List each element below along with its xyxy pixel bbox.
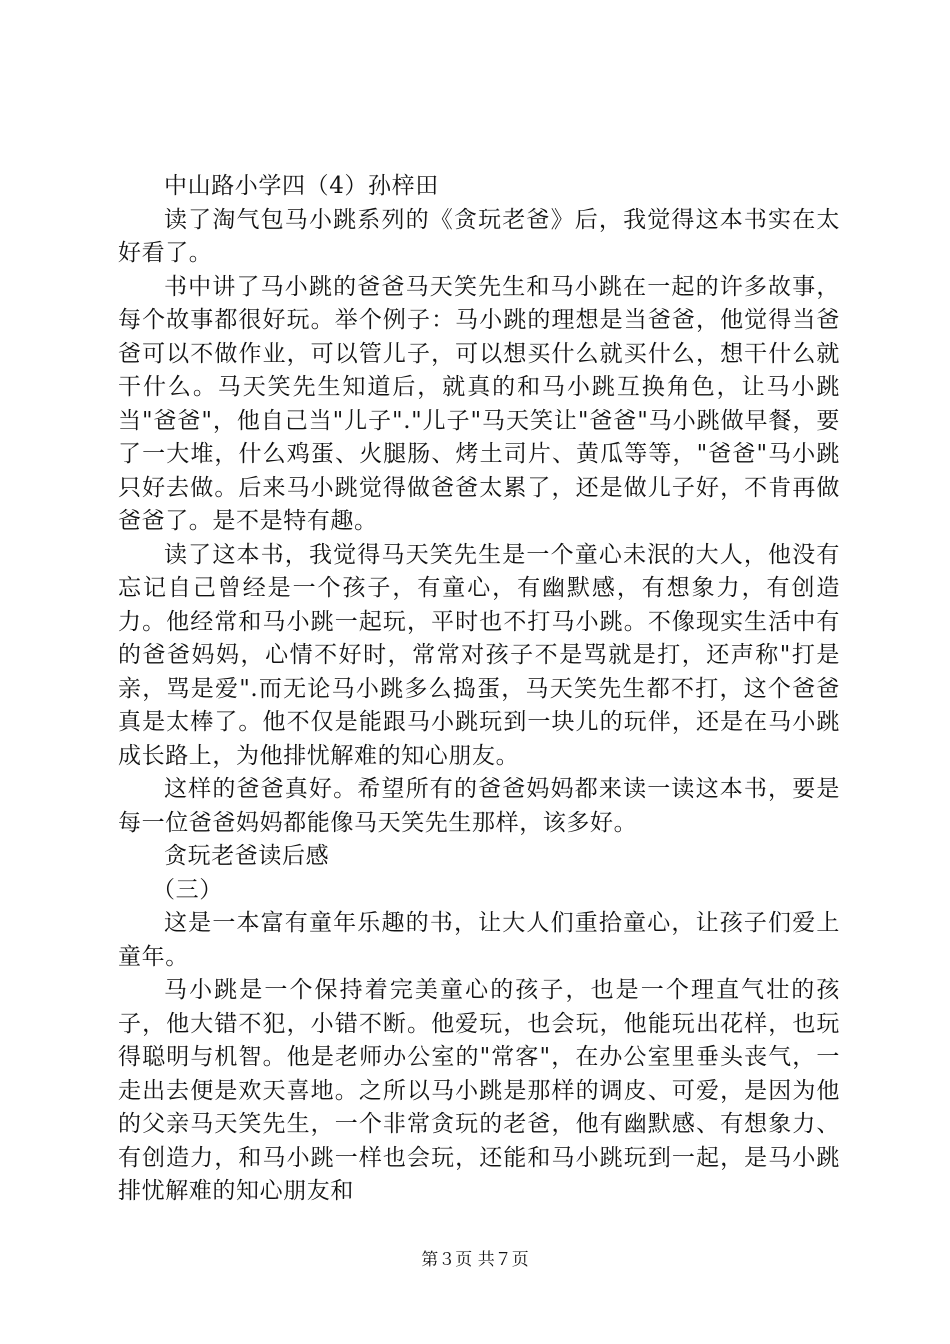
- paragraph: 这是一本富有童年乐趣的书，让大人们重拾童心，让孩子们爱上童年。: [118, 910, 840, 970]
- paragraph: 这样的爸爸真好。希望所有的爸爸妈妈都来读一读这本书，要是每一位爸爸妈妈都能像马天笑先生那样，该多好。: [118, 776, 840, 836]
- paragraph: 读了淘气包马小跳系列的《贪玩老爸》后，我觉得这本书实在太好看了。: [118, 206, 840, 266]
- section-title: 贪玩老爸读后感: [164, 843, 330, 869]
- author-line: 中山路小学四（4）孙梓田: [164, 173, 439, 199]
- page-footer: 第３页 共７页: [421, 1250, 529, 1270]
- paragraph: 书中讲了马小跳的爸爸马天笑先生和马小跳在一起的许多故事，每个故事都很好玩。举个例子：马小跳的理想是当爸爸，他觉得当爸爸可以不做作业，可以管儿子，可以想买什么就买什么，想干什么就干什么。马天笑先生知道后，就真的和马小跳互换角色，让马小跳当"爸爸"，他自己当"儿子"."儿子"马天笑让"爸爸"马小跳做早餐，要了一大堆，什么鸡蛋、火腿肠、烤土司片、黄瓜等等，"爸爸"马小跳只好去做。后来马小跳觉得做爸爸太累了，还是做儿子好，不肯再做爸爸了。是不是特有趣。: [118, 273, 840, 534]
- paragraph: 马小跳是一个保持着完美童心的孩子，也是一个理直气壮的孩子，他大错不犯，小错不断。他爱玩，也会玩，他能玩出花样，也玩得聪明与机智。他是老师办公室的"常客"，在办公室里垂头丧气，一走出去便是欢天喜地。之所以马小跳是那样的调皮、可爱，是因为他的父亲马天笑先生，一个非常贪玩的老爸，他有幽默感、有想象力、有创造力，和马小跳一样也会玩，还能和马小跳玩到一起，是马小跳排忧解难的知心朋友和: [118, 977, 840, 1204]
- paragraph: 读了这本书，我觉得马天笑先生是一个童心未泯的大人，他没有忘记自己曾经是一个孩子，有童心，有幽默感，有想象力，有创造力。他经常和马小跳一起玩，平时也不打马小跳。不像现实生活中有的爸爸妈妈，心情不好时，常常对孩子不是骂就是打，还声称"打是亲，骂是爱".而无论马小跳多么捣蛋，马天笑先生都不打，这个爸爸真是太棒了。他不仅是能跟马小跳玩到一块儿的玩伴，还是在马小跳成长路上，为他排忧解难的知心朋友。: [118, 541, 840, 769]
- section-number: （三）: [152, 876, 223, 903]
- document-body: [118, 170, 840, 1209]
